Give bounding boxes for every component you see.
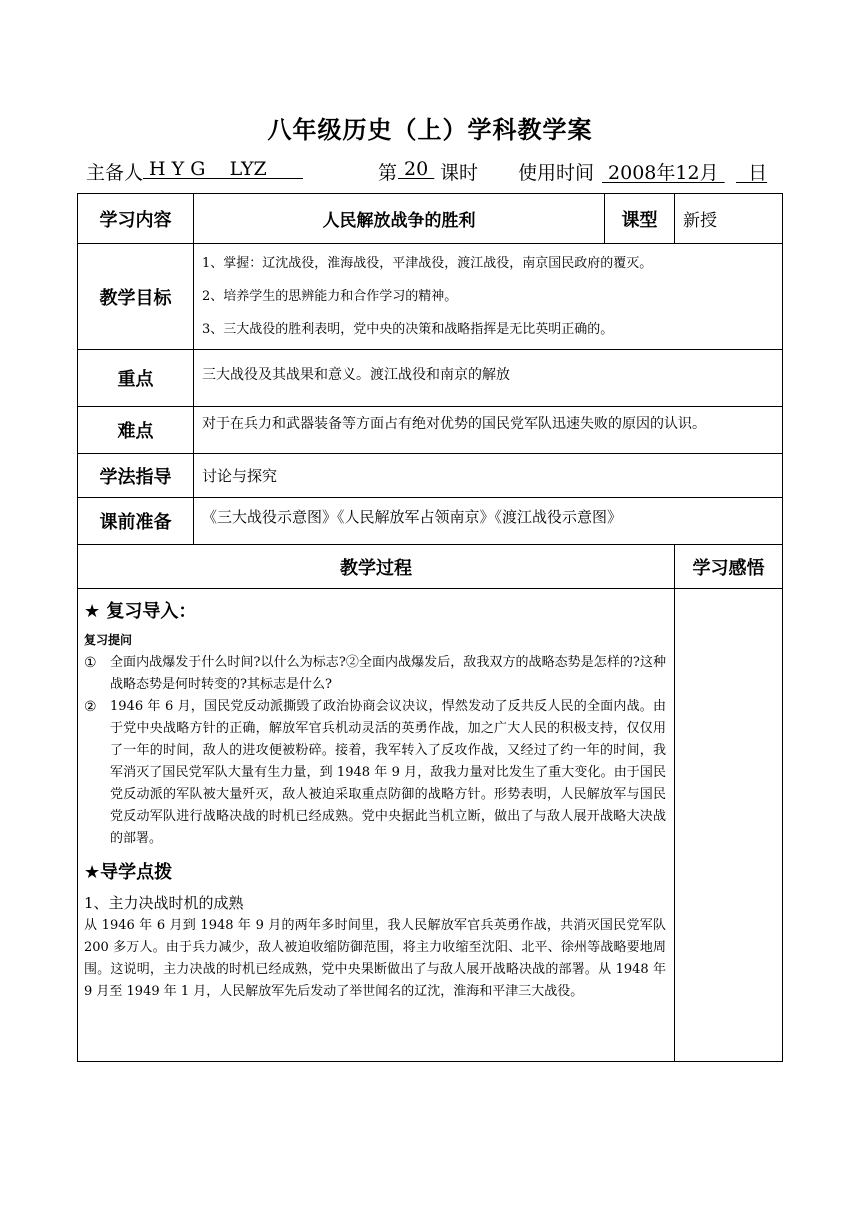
guide-heading: ★导学点拨 [84, 862, 173, 883]
goal-item: 3、三大战役的胜利表明，党中央的决策和战略指挥是无比英明正确的。 [202, 322, 614, 337]
item-marker: ① [84, 655, 97, 671]
preparer-label: 主备人 [86, 162, 144, 184]
list-item [84, 652, 666, 696]
reflection-cell [675, 589, 783, 1062]
day-suffix: 日 [736, 162, 768, 184]
process-heading: 教学过程 [78, 545, 675, 589]
content-label: 学习内容 [78, 194, 194, 244]
item-marker: ② [84, 699, 97, 715]
goals-label: 教学目标 [78, 244, 194, 350]
guide-subheading: 1、主力决战时机的成熟 [84, 894, 244, 912]
time-label: 使用时间 [518, 162, 595, 184]
item-text: 全面内战爆发于什么时间?以什么为标志?②全面内战爆发后，敌我双方的战略态势是怎样的?这种战略态势是何时转变的?其标志是什么? [110, 655, 666, 692]
method-value: 讨论与探究 [194, 454, 783, 498]
lesson-number: 20 [398, 158, 435, 180]
difficult-value: 对于在兵力和武器装备等方面占有绝对优势的国民党军队迅速失败的原因的认识。 [194, 407, 783, 454]
reflection-heading: 学习感悟 [675, 545, 783, 589]
goals-cell [194, 244, 783, 350]
lesson-topic: 人民解放战争的胜利 [194, 194, 605, 244]
key-value: 三大战役及其战果和意义。渡江战役和南京的解放 [194, 350, 783, 407]
preparer-value: H Y G LYZ [143, 158, 303, 180]
item-text: 1946 年 6 月，国民党反动派撕毁了政治协商会议决议，悍然发动了反共反人民的全面内战。由于党中央战略方针的正确，解放军官兵机动灵活的英勇作战，加之广大人民的积极支持，仅仅用了一年的时间，敌人的进攻便被粉碎。接着，我军转入了反攻作战，又经过了约一年的时间，我军消灭了国民党军队大量有生力量，到 1948 年 9 月，敌我力量对比发生了重大变化。由于国民党反动派的军队被大量歼灭，敌人被迫采取重点防御的战略方针。形势表明，人民解放军与国民党反动军队进行战略决战的时机已经成熟。党中央据此当机立断，做出了与敌人展开战略大决战的部署。 [110, 699, 666, 846]
review-heading: ★ 复习导入： [84, 601, 197, 622]
goal-item: 2、培养学生的思辨能力和合作学习的精神。 [202, 289, 458, 304]
method-label: 学法指导 [78, 454, 194, 498]
lesson-suffix: 课时 [440, 162, 479, 184]
prep-label: 课前准备 [78, 498, 194, 545]
type-label: 课型 [605, 194, 675, 244]
lesson-header [86, 158, 786, 188]
list-item [84, 696, 666, 850]
prep-value: 《三大战役示意图》《人民解放军占领南京》《渡江战役示意图》 [194, 498, 783, 545]
process-content [78, 589, 675, 1062]
key-label: 重点 [78, 350, 194, 407]
type-value: 新授 [675, 194, 783, 244]
guide-paragraph: 从 1946 年 6 月到 1948 年 9 月的两年多时间里，我人民解放军官兵英勇作战，共消灭国民党军队 200 多万人。由于兵力减少，敌人被迫收缩防御范围，将主力收缩至沈阳、北平、徐州等战略要地周围。这说明，主力决战的时机已经成熟，党中央果断做出了与敌人展开战略决战的部署。从 1948 年 9 月至 1949 年 1 月，人民解放军先后发动了举世闻名的辽沈，淮海和平津三大战役。 [84, 918, 666, 999]
difficult-label: 难点 [78, 407, 194, 454]
review-subheading: 复习提问 [84, 633, 133, 647]
lesson-prefix: 第 [378, 162, 398, 184]
lesson-plan-table [77, 193, 783, 1062]
goal-item: 1、掌握：辽沈战役，淮海战役，平津战役，渡江战役，南京国民政府的覆灭。 [202, 256, 653, 271]
time-value: 2008年12月 [602, 162, 725, 184]
page-title: 八年级历史（上）学科教学案 [267, 115, 593, 144]
